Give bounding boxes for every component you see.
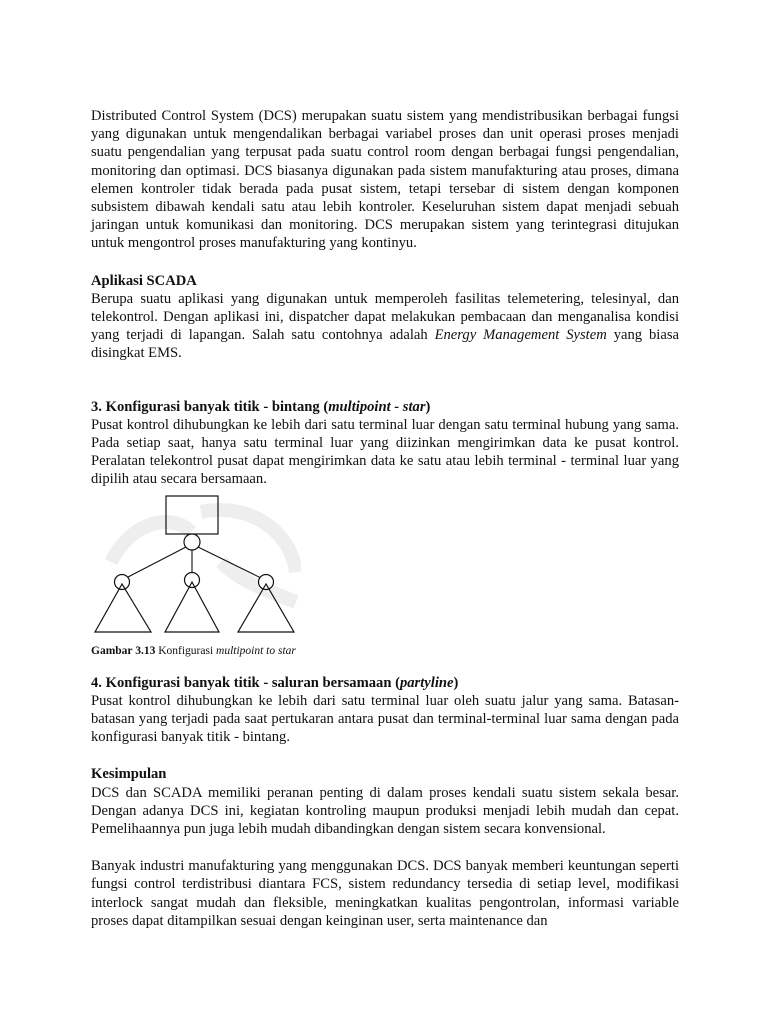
heading-konfigurasi-partyline [91, 674, 679, 692]
terminal-triangle-middle [165, 582, 219, 632]
paragraph-konfigurasi-bintang: Pusat kontrol dihubungkan ke lebih dari satu terminal luar dengan satu terminal hubung yang sama. Pada setiap saat, hanya satu terminal luar yang diizinkan mengirimkan data ke pusat kontrol. Peralatan telekontrol pusat dapat mengirimkan data ke satu atau lebih terminal - terminal luar yang dipilih atau secara bersamaan. [91, 416, 679, 488]
heading-aplikasi-scada: Aplikasi SCADA [91, 272, 197, 289]
heading-konfigurasi-bintang [91, 398, 679, 416]
scada-text-after: yang biasa disingkat EMS. [91, 327, 679, 362]
terminal-node-right [259, 574, 274, 589]
star-topology-diagram [91, 492, 301, 636]
heading-4-prefix: 4. Konfigurasi banyak titik - saluran bersamaan ( [91, 674, 400, 691]
heading-3-prefix: 3. Konfigurasi banyak titik - bintang ( [91, 398, 329, 415]
document-page [91, 107, 679, 930]
central-node [184, 534, 200, 550]
paragraph-konfigurasi-partyline: Pusat kontrol dihubungkan ke lebih dari satu terminal luar oleh suatu jalur yang sama. Batasan-batasan yang terjadi pada saat pertukaran antara pusat dan terminal-terminal luar sama dengan pada konfigurasi banyak titik - bintang. [91, 692, 679, 746]
figure-multipoint-star [91, 492, 301, 636]
heading-3-italic: multipoint - star [328, 398, 426, 415]
heading-3-suffix: ) [425, 398, 431, 415]
scada-text-before: Berupa suatu aplikasi yang digunakan untuk memperoleh fasilitas telemetering, telesinyal, dan telekontrol. Dengan aplikasi ini, dispatcher dapat melakukan pembacaan dan menganalisa kondisi yang terjadi di lapangan. Salah satu contohnya adalah [91, 290, 679, 344]
caption-text: Konfigurasi [155, 644, 217, 657]
caption-italic: multipoint to star [216, 644, 296, 657]
heading-4-suffix: ) [453, 674, 459, 691]
terminal-node-middle [185, 572, 200, 587]
link-left [128, 547, 186, 577]
scada-text-italic: Energy Management System [434, 327, 607, 344]
paragraph-industri: Banyak industri manufakturing yang menggunakan DCS. DCS banyak memberi keuntungan seperti fungsi control terdistribusi diantara FCS, sistem redundancy tersedia di setiap level, modifikasi interlock sangat mudah dan fleksible, meningkatkan kualitas pengontrolan, informasi variable proses dapat ditampilkan sesuai dengan keinginan user, serta maintenance dan [91, 858, 679, 929]
heading-kesimpulan: Kesimpulan [91, 766, 167, 783]
heading-4-italic: partyline [399, 674, 454, 691]
paragraph-scada [91, 290, 679, 363]
caption-label: Gambar 3.13 [91, 644, 156, 657]
terminal-node-left [115, 574, 130, 589]
terminal-triangle-left [95, 584, 151, 632]
figure-caption [91, 644, 679, 658]
paragraph-dcs: Distributed Control System (DCS) merupakan suatu sistem yang mendistribusikan berbagai fungsi yang digunakan untuk mengendalikan berbagai variabel proses dan unit operasi proses menjadi suatu pengendalian yang terpusat pada suatu control room dengan berbagai fungsi pengendalian, monitoring dan optimasi. DCS biasanya digunakan pada sistem manufakturing atau proses, dimana elemen kontroler tidak berada pada pusat sistem, tetapi tersebar di sistem dengan komponen subsistem dibawah kendali satu atau lebih kontroler. Keseluruhan sistem dapat menjadi sebuah jaringan untuk komunikasi dan monitoring. DCS merupakan sistem yang terintegrasi ditujukan untuk mengontrol proses manufakturing yang kontinyu. [91, 108, 679, 252]
paragraph-kesimpulan: DCS dan SCADA memiliki peranan penting di dalam proses kendali suatu sistem sekala besar. Dengan adanya DCS ini, kegiatan kontroling maupun produksi menjadi lebih mudah dan cepat. Pemelihaannya pun juga lebih mudah dibandingkan dengan sistem secara konvensional. [91, 784, 679, 838]
